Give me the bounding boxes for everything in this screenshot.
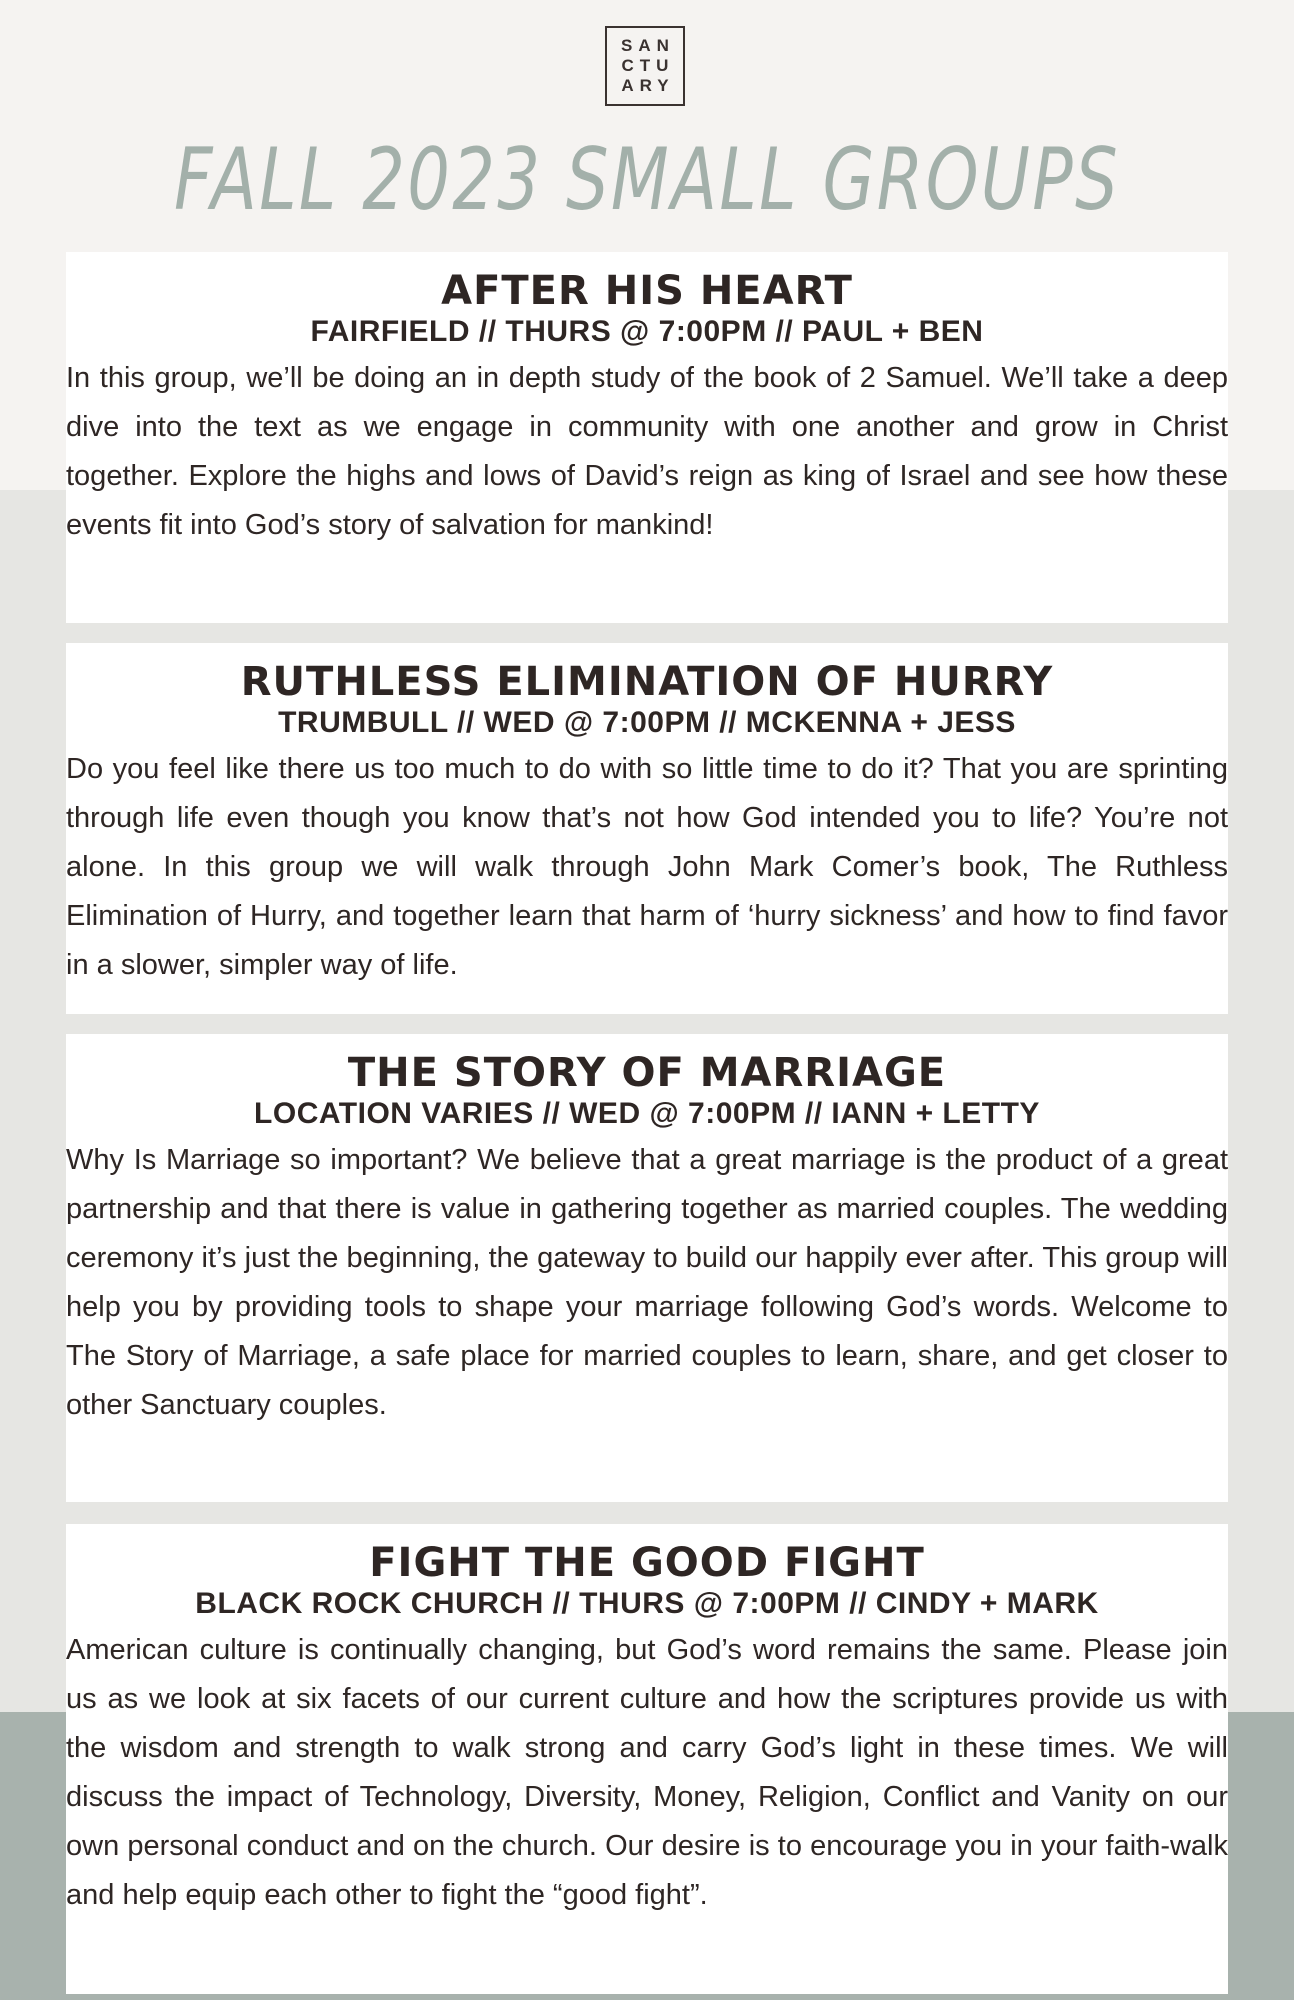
logo-line-1: SAN <box>621 36 675 55</box>
group-meta: FAIRFIELD // THURS @ 7:00PM // PAUL + BEN <box>310 315 984 348</box>
group-meta: LOCATION VARIES // WED @ 7:00PM // IANN + LETTY <box>254 1097 1040 1130</box>
logo-line-3: ARY <box>621 76 675 95</box>
group-name: RUTHLESS ELIMINATION OF HURRY <box>240 659 1054 705</box>
logo-line-2: CTU <box>621 56 675 75</box>
group-name: FIGHT THE GOOD FIGHT <box>369 1540 925 1586</box>
group-card-fight-the-good-fight <box>66 1524 1228 1994</box>
group-card-the-story-of-marriage <box>66 1034 1228 1502</box>
group-name: THE STORY OF MARRIAGE <box>347 1050 947 1096</box>
group-description: American culture is continually changing, but God’s word remains the same. Please join us as we look at six facets of our current culture and how the scriptures provide us with the wisdom and strength to walk strong and carry God’s light in these times. We will discuss the impact of Technology, Diversity, Money, Religion, Conflict and Vanity on our own personal conduct and on the church. Our desire is to encourage you in your faith-walk and help equip each other to fight the “good fight”. <box>66 1634 1228 1911</box>
group-name: AFTER HIS HEART <box>441 268 853 314</box>
group-meta: BLACK ROCK CHURCH // THURS @ 7:00PM // CINDY + MARK <box>195 1587 1099 1620</box>
group-card-after-his-heart <box>66 252 1228 623</box>
group-description: Do you feel like there us too much to do with so little time to do it? That you are sprinting through life even though you know that’s not how God intended you to life? You’re not alone. In this group we will walk through John Mark Comer’s book, The Ruthless Elimination of Hurry, and together learn that harm of ‘hurry sickness’ and how to find favor in a slower, simpler way of life. <box>66 753 1228 981</box>
group-meta: TRUMBULL // WED @ 7:00PM // MCKENNA + JESS <box>278 706 1016 739</box>
group-description: Why Is Marriage so important? We believe that a great marriage is the product of a great partnership and that there is value in gathering together as married couples. The wedding ceremony it’s just the beginning, the gateway to build our happily ever after. This group will help you by providing tools to shape your marriage following God’s words. Welcome to The Story of Marriage, a safe place for married couples to learn, share, and get closer to other Sanctuary couples. <box>66 1144 1228 1421</box>
sanctuary-logo <box>605 26 685 106</box>
group-description: In this group, we’ll be doing an in depth study of the book of 2 Samuel. We’ll take a deep dive into the text as we engage in community with one another and grow in Christ together. Explore the highs and lows of David’s reign as king of Israel and see how these events fit into God’s story of salvation for mankind! <box>66 362 1228 541</box>
page-title: FALL 2023 SMALL GROUPS <box>173 130 1121 230</box>
group-card-ruthless-elimination-of-hurry <box>66 643 1228 1014</box>
